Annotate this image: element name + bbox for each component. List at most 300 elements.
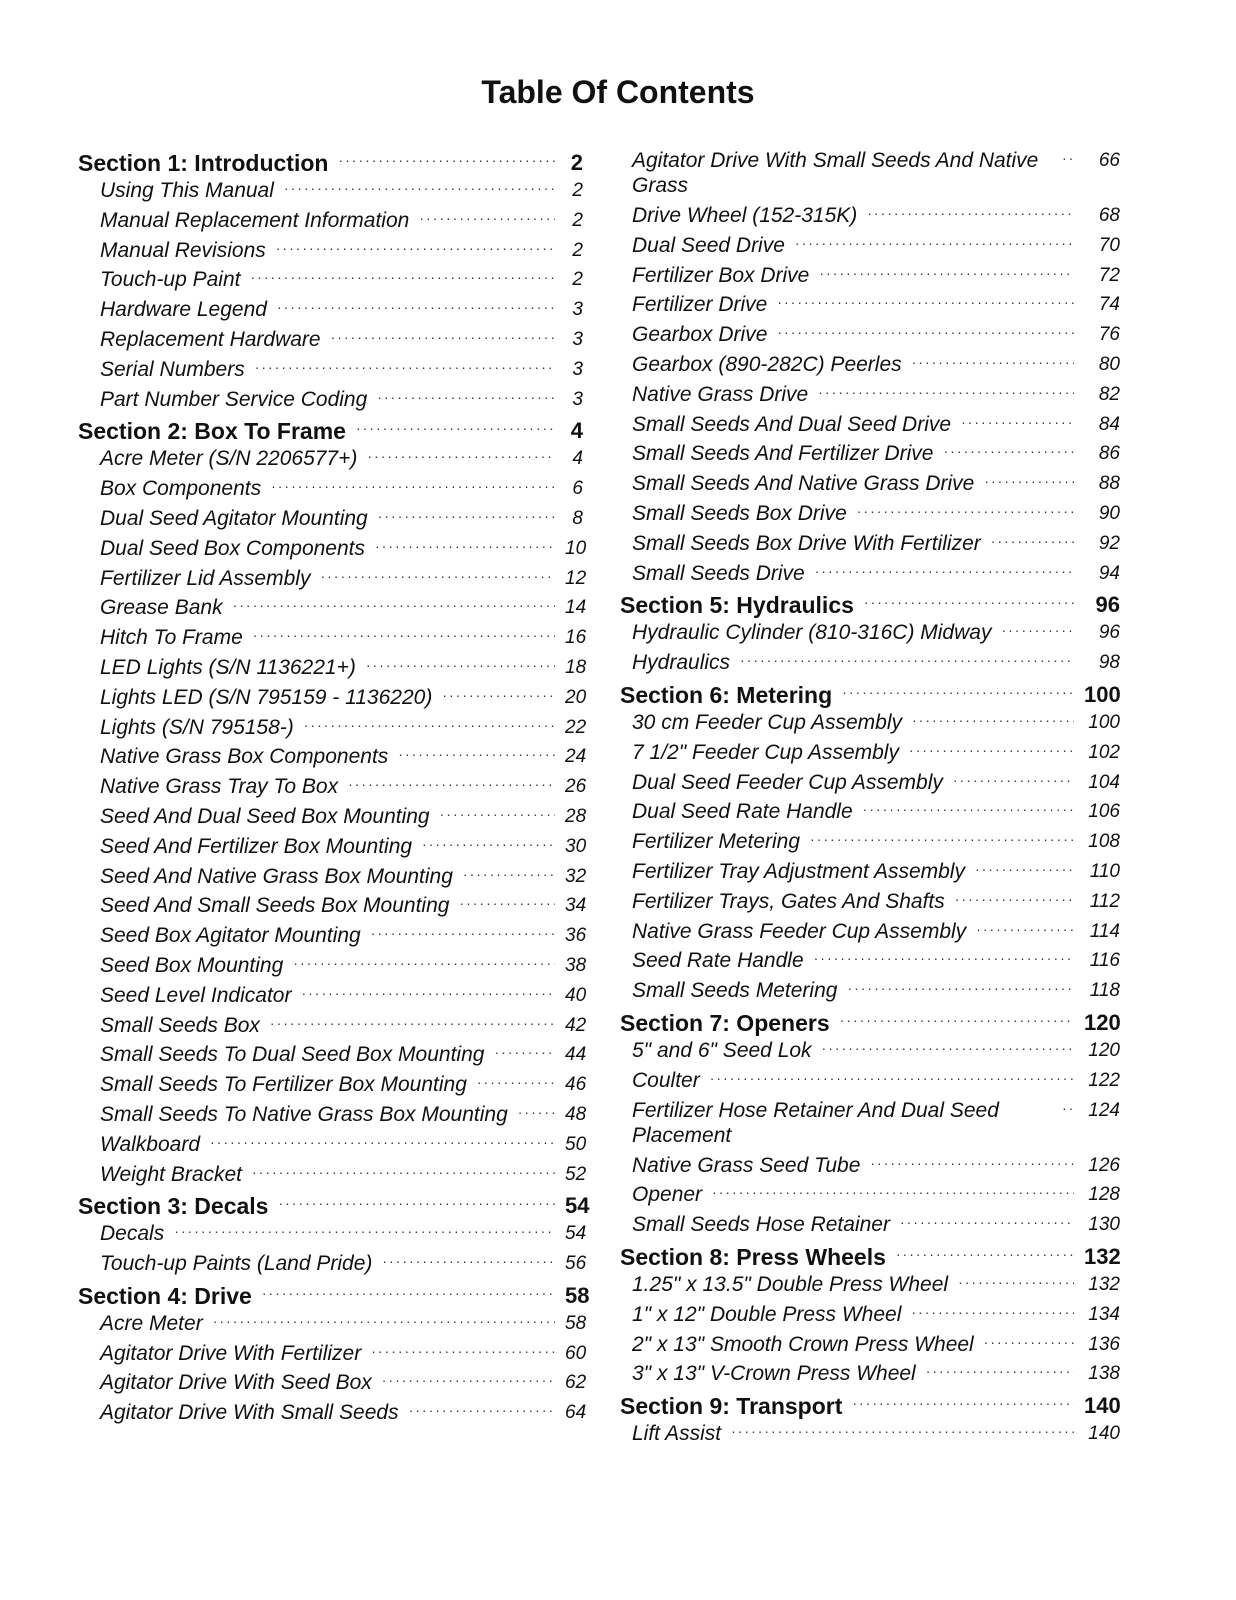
- toc-entry-page-number: 86: [1098, 443, 1120, 465]
- toc-entry-label: Native Grass Box Components: [100, 745, 389, 769]
- toc-entry-page-number: 34: [565, 895, 587, 917]
- toc-entry-page-number: 20: [565, 686, 587, 708]
- toc-entry-page-number: 112: [1089, 890, 1120, 912]
- toc-entry-page-number: 82: [1098, 383, 1120, 405]
- toc-entry-page-number: 62: [565, 1372, 587, 1394]
- toc-entry[interactable]: [78, 1132, 587, 1162]
- toc-entry[interactable]: [620, 203, 1120, 233]
- toc-entry[interactable]: [78, 983, 587, 1013]
- toc-entry-page-number: 6: [572, 478, 583, 500]
- dot-leader: [440, 804, 555, 822]
- dot-leader: [1001, 620, 1074, 638]
- dot-leader: [991, 531, 1074, 549]
- toc-entry[interactable]: [78, 178, 583, 208]
- toc-section-entry[interactable]: [620, 1008, 1120, 1038]
- toc-entry[interactable]: [620, 740, 1120, 770]
- toc-entry-page-number: 22: [565, 716, 587, 738]
- toc-entry-label: Seed And Dual Seed Box Mounting: [100, 804, 430, 828]
- toc-entry[interactable]: [620, 561, 1120, 591]
- dot-leader: [909, 740, 1074, 758]
- toc-entry[interactable]: [620, 770, 1120, 800]
- toc-entry-label: Hydraulics: [632, 651, 731, 675]
- dot-leader: [818, 382, 1074, 400]
- toc-entry-label: Section 1: Introduction: [78, 150, 329, 176]
- toc-entry-page-number: 54: [565, 1193, 590, 1219]
- dot-leader: [840, 1008, 1074, 1028]
- toc-entry-label: Opener: [632, 1183, 703, 1207]
- dot-leader: [912, 352, 1074, 370]
- toc-entry-label: Manual Revisions: [100, 238, 266, 262]
- toc-entry[interactable]: [78, 655, 587, 685]
- toc-entry[interactable]: [78, 357, 583, 387]
- toc-entry-page-number: 58: [565, 1282, 590, 1308]
- dot-leader: [842, 680, 1074, 700]
- toc-entry-label: Gearbox Drive: [632, 323, 768, 347]
- dot-leader: [419, 208, 555, 226]
- dot-leader: [867, 203, 1074, 221]
- toc-entry[interactable]: [620, 650, 1120, 680]
- toc-entry-page-number: 120: [1088, 1039, 1120, 1061]
- toc-entry-page-number: 130: [1088, 1214, 1120, 1236]
- dot-leader: [398, 744, 555, 762]
- toc-entry-page-number: 44: [565, 1044, 587, 1066]
- toc-entry[interactable]: [78, 1311, 587, 1341]
- toc-entry[interactable]: [620, 148, 1120, 203]
- toc-entry-page-number: 96: [1095, 592, 1120, 618]
- toc-entry-label: Fertilizer Trays, Gates And Shafts: [632, 889, 945, 913]
- dot-leader: [953, 770, 1074, 788]
- toc-entry[interactable]: [78, 1072, 587, 1102]
- toc-entry[interactable]: [78, 1042, 587, 1072]
- toc-entry-page-number: 58: [565, 1312, 587, 1334]
- toc-entry-page-number: 10: [565, 537, 587, 559]
- toc-entry-page-number: 74: [1098, 294, 1120, 316]
- toc-entry[interactable]: [620, 1038, 1120, 1068]
- toc-entry-page-number: 132: [1084, 1243, 1121, 1269]
- toc-entry-page-number: 128: [1088, 1184, 1120, 1206]
- toc-entry-label: Section 4: Drive: [78, 1282, 252, 1309]
- toc-entry-page-number: 3: [572, 388, 583, 410]
- toc-entry-label: Section 8: Press Wheels: [620, 1243, 886, 1270]
- toc-entry[interactable]: [78, 1221, 587, 1251]
- dot-leader: [278, 1191, 555, 1211]
- toc-entry-label: Section 3: Decals: [78, 1193, 269, 1220]
- toc-entry[interactable]: [620, 441, 1120, 471]
- dot-leader: [896, 1242, 1074, 1262]
- dot-leader: [252, 1162, 555, 1180]
- dot-leader: [777, 292, 1074, 310]
- toc-section-entry[interactable]: [78, 1191, 590, 1221]
- toc-section-entry[interactable]: [620, 1242, 1120, 1272]
- toc-section-entry[interactable]: [78, 148, 583, 178]
- toc-entry-page-number: 56: [565, 1253, 587, 1275]
- toc-entry[interactable]: [620, 1098, 1120, 1153]
- toc-entry-label: Agitator Drive With Small Seeds And Native Grass: [632, 149, 1039, 197]
- toc-entry[interactable]: [78, 1102, 587, 1132]
- toc-entry-page-number: 118: [1089, 980, 1120, 1002]
- toc-entry-page-number: 70: [1098, 234, 1120, 256]
- toc-entry[interactable]: [78, 208, 583, 238]
- dot-leader: [409, 1400, 555, 1418]
- dot-leader: [1062, 1098, 1074, 1116]
- toc-entry-label: Native Grass Feeder Cup Assembly: [632, 919, 967, 943]
- toc-entry[interactable]: [620, 1302, 1120, 1332]
- toc-entry-page-number: 134: [1088, 1303, 1120, 1325]
- toc-entry[interactable]: [78, 238, 583, 268]
- toc-entry-page-number: 106: [1088, 801, 1120, 823]
- toc-entry-label: Section 2: Box To Frame: [78, 418, 346, 445]
- toc-entry[interactable]: [620, 292, 1120, 322]
- toc-entry[interactable]: [620, 859, 1120, 889]
- toc-entry[interactable]: [78, 953, 587, 983]
- toc-entry-page-number: 36: [565, 925, 587, 947]
- toc-entry-label: Dual Seed Drive: [632, 233, 785, 257]
- toc-entry-label: Touch-up Paint: [100, 268, 241, 292]
- toc-entry-label: Dual Seed Box Components: [100, 536, 365, 560]
- dot-leader: [371, 1341, 555, 1359]
- dot-leader: [338, 148, 555, 168]
- toc-entry-label: 30 cm Feeder Cup Assembly: [632, 710, 902, 734]
- toc-section-entry[interactable]: [620, 680, 1120, 710]
- dot-leader: [377, 387, 555, 405]
- toc-entry[interactable]: [78, 1013, 587, 1043]
- toc-entry[interactable]: [620, 919, 1120, 949]
- dot-leader: [276, 238, 555, 256]
- toc-entry[interactable]: [620, 1182, 1120, 1212]
- dot-leader: [863, 799, 1074, 817]
- dot-leader: [984, 471, 1074, 489]
- toc-entry[interactable]: [78, 893, 587, 923]
- dot-leader: [375, 536, 555, 554]
- toc-entry-page-number: 2: [572, 269, 583, 291]
- toc-entry-label: Dual Seed Rate Handle: [632, 800, 853, 824]
- dot-leader: [463, 864, 555, 882]
- toc-entry-label: 2" x 13" Smooth Crown Press Wheel: [632, 1332, 974, 1356]
- toc-entry-page-number: 80: [1098, 353, 1120, 375]
- toc-entry-page-number: 3: [572, 328, 583, 350]
- toc-entry-page-number: 46: [565, 1074, 587, 1096]
- toc-entry-label: 1.25" x 13.5" Double Press Wheel: [632, 1272, 949, 1296]
- toc-entry-page-number: 136: [1088, 1333, 1120, 1355]
- toc-entry-label: Fertilizer Hose Retainer And Dual Seed Placement: [632, 1098, 999, 1147]
- dot-leader: [293, 953, 555, 971]
- toc-entry[interactable]: [78, 774, 587, 804]
- toc-entry-label: Fertilizer Drive: [632, 293, 768, 317]
- dot-leader: [382, 1251, 555, 1269]
- toc-entry[interactable]: [78, 297, 583, 327]
- toc-entry[interactable]: [78, 506, 583, 536]
- toc-entry-page-number: 108: [1088, 831, 1120, 853]
- toc-entry[interactable]: [620, 382, 1120, 412]
- toc-entry[interactable]: [620, 412, 1120, 442]
- dot-leader: [944, 441, 1075, 459]
- toc-entry-label: Lights LED (S/N 795159 - 1136220): [100, 685, 433, 709]
- toc-entry-page-number: 66: [1098, 150, 1120, 171]
- dot-leader: [331, 327, 555, 345]
- toc-entry-label: Native Grass Seed Tube: [632, 1153, 861, 1177]
- dot-leader: [864, 590, 1074, 610]
- toc-entry[interactable]: [78, 1162, 587, 1192]
- toc-entry[interactable]: [78, 864, 587, 894]
- toc-entry-label: Section 9: Transport: [620, 1393, 843, 1420]
- dot-leader: [378, 506, 555, 524]
- toc-entry-page-number: 2: [572, 209, 583, 231]
- dot-leader: [174, 1221, 555, 1239]
- dot-leader: [961, 412, 1074, 430]
- toc-entry-label: 5" and 6" Seed Lok: [632, 1038, 812, 1062]
- toc-entry[interactable]: [620, 263, 1120, 293]
- dot-leader: [270, 1013, 555, 1031]
- toc-entry-page-number: 72: [1098, 264, 1120, 286]
- toc-entry[interactable]: [78, 267, 583, 297]
- toc-entry[interactable]: [78, 923, 587, 953]
- toc-entry-label: Fertilizer Metering: [632, 830, 801, 854]
- dot-leader: [422, 834, 555, 852]
- toc-entry[interactable]: [78, 387, 583, 417]
- toc-section-entry[interactable]: [78, 1281, 590, 1311]
- toc-entry-page-number: 90: [1098, 502, 1120, 524]
- toc-entry-label: Fertilizer Box Drive: [632, 263, 810, 287]
- toc-entry[interactable]: [78, 476, 583, 506]
- toc-entry[interactable]: [78, 1370, 587, 1400]
- dot-leader: [847, 978, 1074, 996]
- toc-entry[interactable]: [620, 352, 1120, 382]
- toc-entry[interactable]: [620, 889, 1120, 919]
- toc-entry[interactable]: [620, 1272, 1120, 1302]
- dot-leader: [262, 1281, 555, 1301]
- toc-entry[interactable]: [620, 710, 1120, 740]
- toc-entry-page-number: 122: [1088, 1069, 1120, 1091]
- toc-entry-label: Seed And Fertilizer Box Mounting: [100, 834, 413, 858]
- toc-entry-label: Decals: [100, 1222, 165, 1246]
- toc-entry-page-number: 42: [565, 1014, 587, 1036]
- dot-leader: [304, 715, 555, 733]
- toc-left-column: [78, 148, 590, 1430]
- toc-entry-label: Small Seeds And Dual Seed Drive: [632, 412, 952, 436]
- toc-entry[interactable]: [78, 1400, 587, 1430]
- toc-entry-label: Part Number Service Coding: [100, 387, 368, 411]
- toc-entry-label: Small Seeds And Fertilizer Drive: [632, 442, 934, 466]
- dot-leader: [955, 889, 1074, 907]
- toc-entry-label: Touch-up Paints (Land Pride): [100, 1252, 373, 1276]
- dot-leader: [255, 357, 555, 375]
- toc-entry-label: Walkboard: [100, 1132, 200, 1156]
- toc-entry-label: Agitator Drive With Small Seeds: [100, 1401, 399, 1425]
- toc-entry-page-number: 100: [1088, 711, 1120, 733]
- toc-entry-page-number: 50: [565, 1133, 587, 1155]
- dot-leader: [253, 625, 555, 643]
- toc-entry-label: Seed And Native Grass Box Mounting: [100, 864, 453, 888]
- toc-entry-page-number: 60: [565, 1342, 587, 1364]
- dot-leader: [277, 297, 555, 315]
- toc-entry-label: Small Seeds Drive: [632, 561, 805, 585]
- toc-entry-label: 3" x 13" V-Crown Press Wheel: [632, 1362, 916, 1386]
- toc-entry-page-number: 140: [1084, 1393, 1121, 1419]
- toc-entry[interactable]: [620, 620, 1120, 650]
- dot-leader: [857, 501, 1074, 519]
- toc-entry-label: Gearbox (890-282C) Peerles: [632, 352, 902, 376]
- toc-entry-page-number: 4: [572, 448, 583, 470]
- toc-entry-label: Small Seeds To Native Grass Box Mounting: [100, 1102, 508, 1126]
- toc-entry-label: Seed Box Agitator Mounting: [100, 924, 361, 948]
- toc-right-column: [620, 148, 1120, 1451]
- toc-entry-page-number: 104: [1088, 771, 1120, 793]
- dot-leader: [518, 1102, 555, 1120]
- dot-leader: [740, 650, 1074, 668]
- dot-leader: [494, 1042, 555, 1060]
- toc-entry-page-number: 132: [1088, 1273, 1120, 1295]
- toc-entry[interactable]: [620, 531, 1120, 561]
- toc-entry-label: Lights (S/N 795158-): [100, 715, 294, 739]
- toc-section-entry[interactable]: [620, 590, 1120, 620]
- toc-entry-page-number: 100: [1084, 681, 1121, 707]
- dot-leader: [777, 322, 1074, 340]
- toc-entry-page-number: 12: [565, 567, 587, 589]
- dot-leader: [284, 178, 555, 196]
- toc-entry-label: Lift Assist: [632, 1422, 722, 1446]
- toc-entry-label: Replacement Hardware: [100, 327, 321, 351]
- toc-entry-label: Manual Replacement Information: [100, 208, 410, 232]
- toc-section-entry[interactable]: [620, 1391, 1120, 1421]
- toc-entry[interactable]: [620, 1153, 1120, 1183]
- toc-entry-label: Section 5: Hydraulics: [620, 592, 854, 619]
- toc-entry[interactable]: [620, 233, 1120, 263]
- toc-entry-label: Coulter: [632, 1068, 700, 1092]
- dot-leader: [213, 1311, 555, 1329]
- toc-entry-label: Hardware Legend: [100, 298, 267, 322]
- toc-entry-label: Box Components: [100, 477, 262, 501]
- toc-entry-label: Seed Level Indicator: [100, 983, 292, 1007]
- toc-entry-label: 7 1/2" Feeder Cup Assembly: [632, 740, 899, 764]
- toc-entry[interactable]: [78, 1341, 587, 1371]
- toc-entry[interactable]: [78, 536, 587, 566]
- dot-leader: [442, 685, 555, 703]
- toc-entry[interactable]: [78, 327, 583, 357]
- toc-entry-page-number: 2: [570, 150, 583, 175]
- toc-entry[interactable]: [620, 1068, 1120, 1098]
- dot-leader: [900, 1212, 1074, 1230]
- dot-leader: [366, 655, 555, 673]
- dot-leader: [367, 446, 555, 464]
- toc-entry-page-number: 28: [565, 805, 587, 827]
- toc-entry[interactable]: [78, 446, 583, 476]
- toc-entry[interactable]: [78, 1251, 587, 1281]
- toc-entry[interactable]: [620, 978, 1120, 1008]
- dot-leader: [795, 233, 1074, 251]
- toc-entry-label: Native Grass Drive: [632, 382, 809, 406]
- toc-entry-page-number: 140: [1088, 1423, 1120, 1445]
- dot-leader: [870, 1153, 1074, 1171]
- toc-entry[interactable]: [78, 744, 587, 774]
- toc-entry-page-number: 114: [1089, 920, 1120, 942]
- toc-entry[interactable]: [78, 595, 587, 625]
- toc-entry-label: LED Lights (S/N 1136221+): [100, 655, 356, 679]
- toc-entry-label: Small Seeds Box Drive With Fertilizer: [632, 531, 981, 555]
- toc-entry-page-number: 96: [1098, 622, 1120, 644]
- toc-entry-page-number: 94: [1098, 562, 1120, 584]
- toc-entry-label: Small Seeds To Dual Seed Box Mounting: [100, 1043, 485, 1067]
- toc-entry[interactable]: [620, 501, 1120, 531]
- toc-entry[interactable]: [620, 1361, 1120, 1391]
- dot-leader: [976, 919, 1074, 937]
- toc-entry[interactable]: [620, 799, 1120, 829]
- toc-entry[interactable]: [620, 1212, 1120, 1242]
- toc-entry-page-number: 3: [572, 358, 583, 380]
- toc-entry-label: Small Seeds And Native Grass Drive: [632, 472, 975, 496]
- dot-leader: [819, 263, 1074, 281]
- toc-entry-page-number: 110: [1089, 860, 1120, 882]
- toc-entry[interactable]: [620, 1332, 1120, 1362]
- toc-entry-page-number: 26: [565, 776, 587, 798]
- dot-leader: [710, 1068, 1074, 1086]
- dot-leader: [251, 267, 556, 285]
- toc-entry[interactable]: [78, 685, 587, 715]
- toc-entry-label: Small Seeds Metering: [632, 979, 838, 1003]
- toc-entry-label: Small Seeds Box Drive: [632, 501, 847, 525]
- toc-entry[interactable]: [620, 829, 1120, 859]
- dot-leader: [301, 983, 555, 1001]
- toc-entry-page-number: 3: [572, 299, 583, 321]
- toc-entry-label: Hydraulic Cylinder (810-316C) Midway: [632, 621, 992, 645]
- toc-entry-label: Using This Manual: [100, 179, 274, 202]
- toc-entry-page-number: 38: [565, 954, 587, 976]
- toc-entry-label: Section 6: Metering: [620, 681, 833, 708]
- toc-entry[interactable]: [78, 804, 587, 834]
- toc-entry-page-number: 102: [1088, 741, 1120, 763]
- dot-leader: [911, 1302, 1074, 1320]
- dot-leader: [731, 1421, 1074, 1439]
- toc-entry[interactable]: [78, 715, 587, 745]
- toc-entry-page-number: 120: [1084, 1009, 1121, 1035]
- dot-leader: [271, 476, 555, 494]
- toc-entry-label: Seed Box Mounting: [100, 953, 284, 977]
- toc-entry-label: Hitch To Frame: [100, 626, 243, 650]
- toc-entry[interactable]: [620, 322, 1120, 352]
- toc-entry-label: Grease Bank: [100, 596, 223, 620]
- dot-leader: [852, 1391, 1074, 1411]
- toc-entry-page-number: 16: [565, 627, 587, 649]
- toc-entry-page-number: 40: [565, 984, 587, 1006]
- toc-entry-label: Dual Seed Feeder Cup Assembly: [632, 770, 943, 794]
- toc-entry[interactable]: [78, 625, 587, 655]
- toc-entry-page-number: 138: [1088, 1363, 1120, 1385]
- toc-entry-page-number: 88: [1098, 473, 1120, 495]
- toc-entry[interactable]: [78, 834, 587, 864]
- dot-leader: [926, 1361, 1074, 1379]
- toc-entry[interactable]: [78, 566, 587, 596]
- toc-entry-page-number: 14: [565, 597, 587, 619]
- toc-entry-page-number: 2: [572, 239, 583, 261]
- toc-entry-page-number: 68: [1098, 205, 1120, 226]
- toc-entry[interactable]: [620, 471, 1120, 501]
- toc-section-entry[interactable]: [78, 416, 583, 446]
- toc-entry-label: Seed And Small Seeds Box Mounting: [100, 894, 450, 918]
- dot-leader: [210, 1132, 555, 1150]
- toc-entry-page-number: 64: [565, 1402, 587, 1424]
- toc-entry-label: Seed Rate Handle: [632, 949, 804, 973]
- toc-entry[interactable]: [620, 948, 1120, 978]
- dot-leader: [320, 566, 555, 584]
- dot-leader: [822, 1038, 1074, 1056]
- dot-leader: [958, 1272, 1074, 1290]
- toc-entry[interactable]: [620, 1421, 1120, 1451]
- toc-entry-page-number: 24: [565, 746, 587, 768]
- toc-entry-page-number: 4: [570, 418, 583, 444]
- toc-entry-label: Serial Numbers: [100, 357, 245, 381]
- toc-entry-label: Acre Meter (S/N 2206577+): [100, 447, 358, 471]
- toc-entry-label: Agitator Drive With Fertilizer: [100, 1341, 362, 1365]
- toc-entry-page-number: 52: [565, 1163, 587, 1185]
